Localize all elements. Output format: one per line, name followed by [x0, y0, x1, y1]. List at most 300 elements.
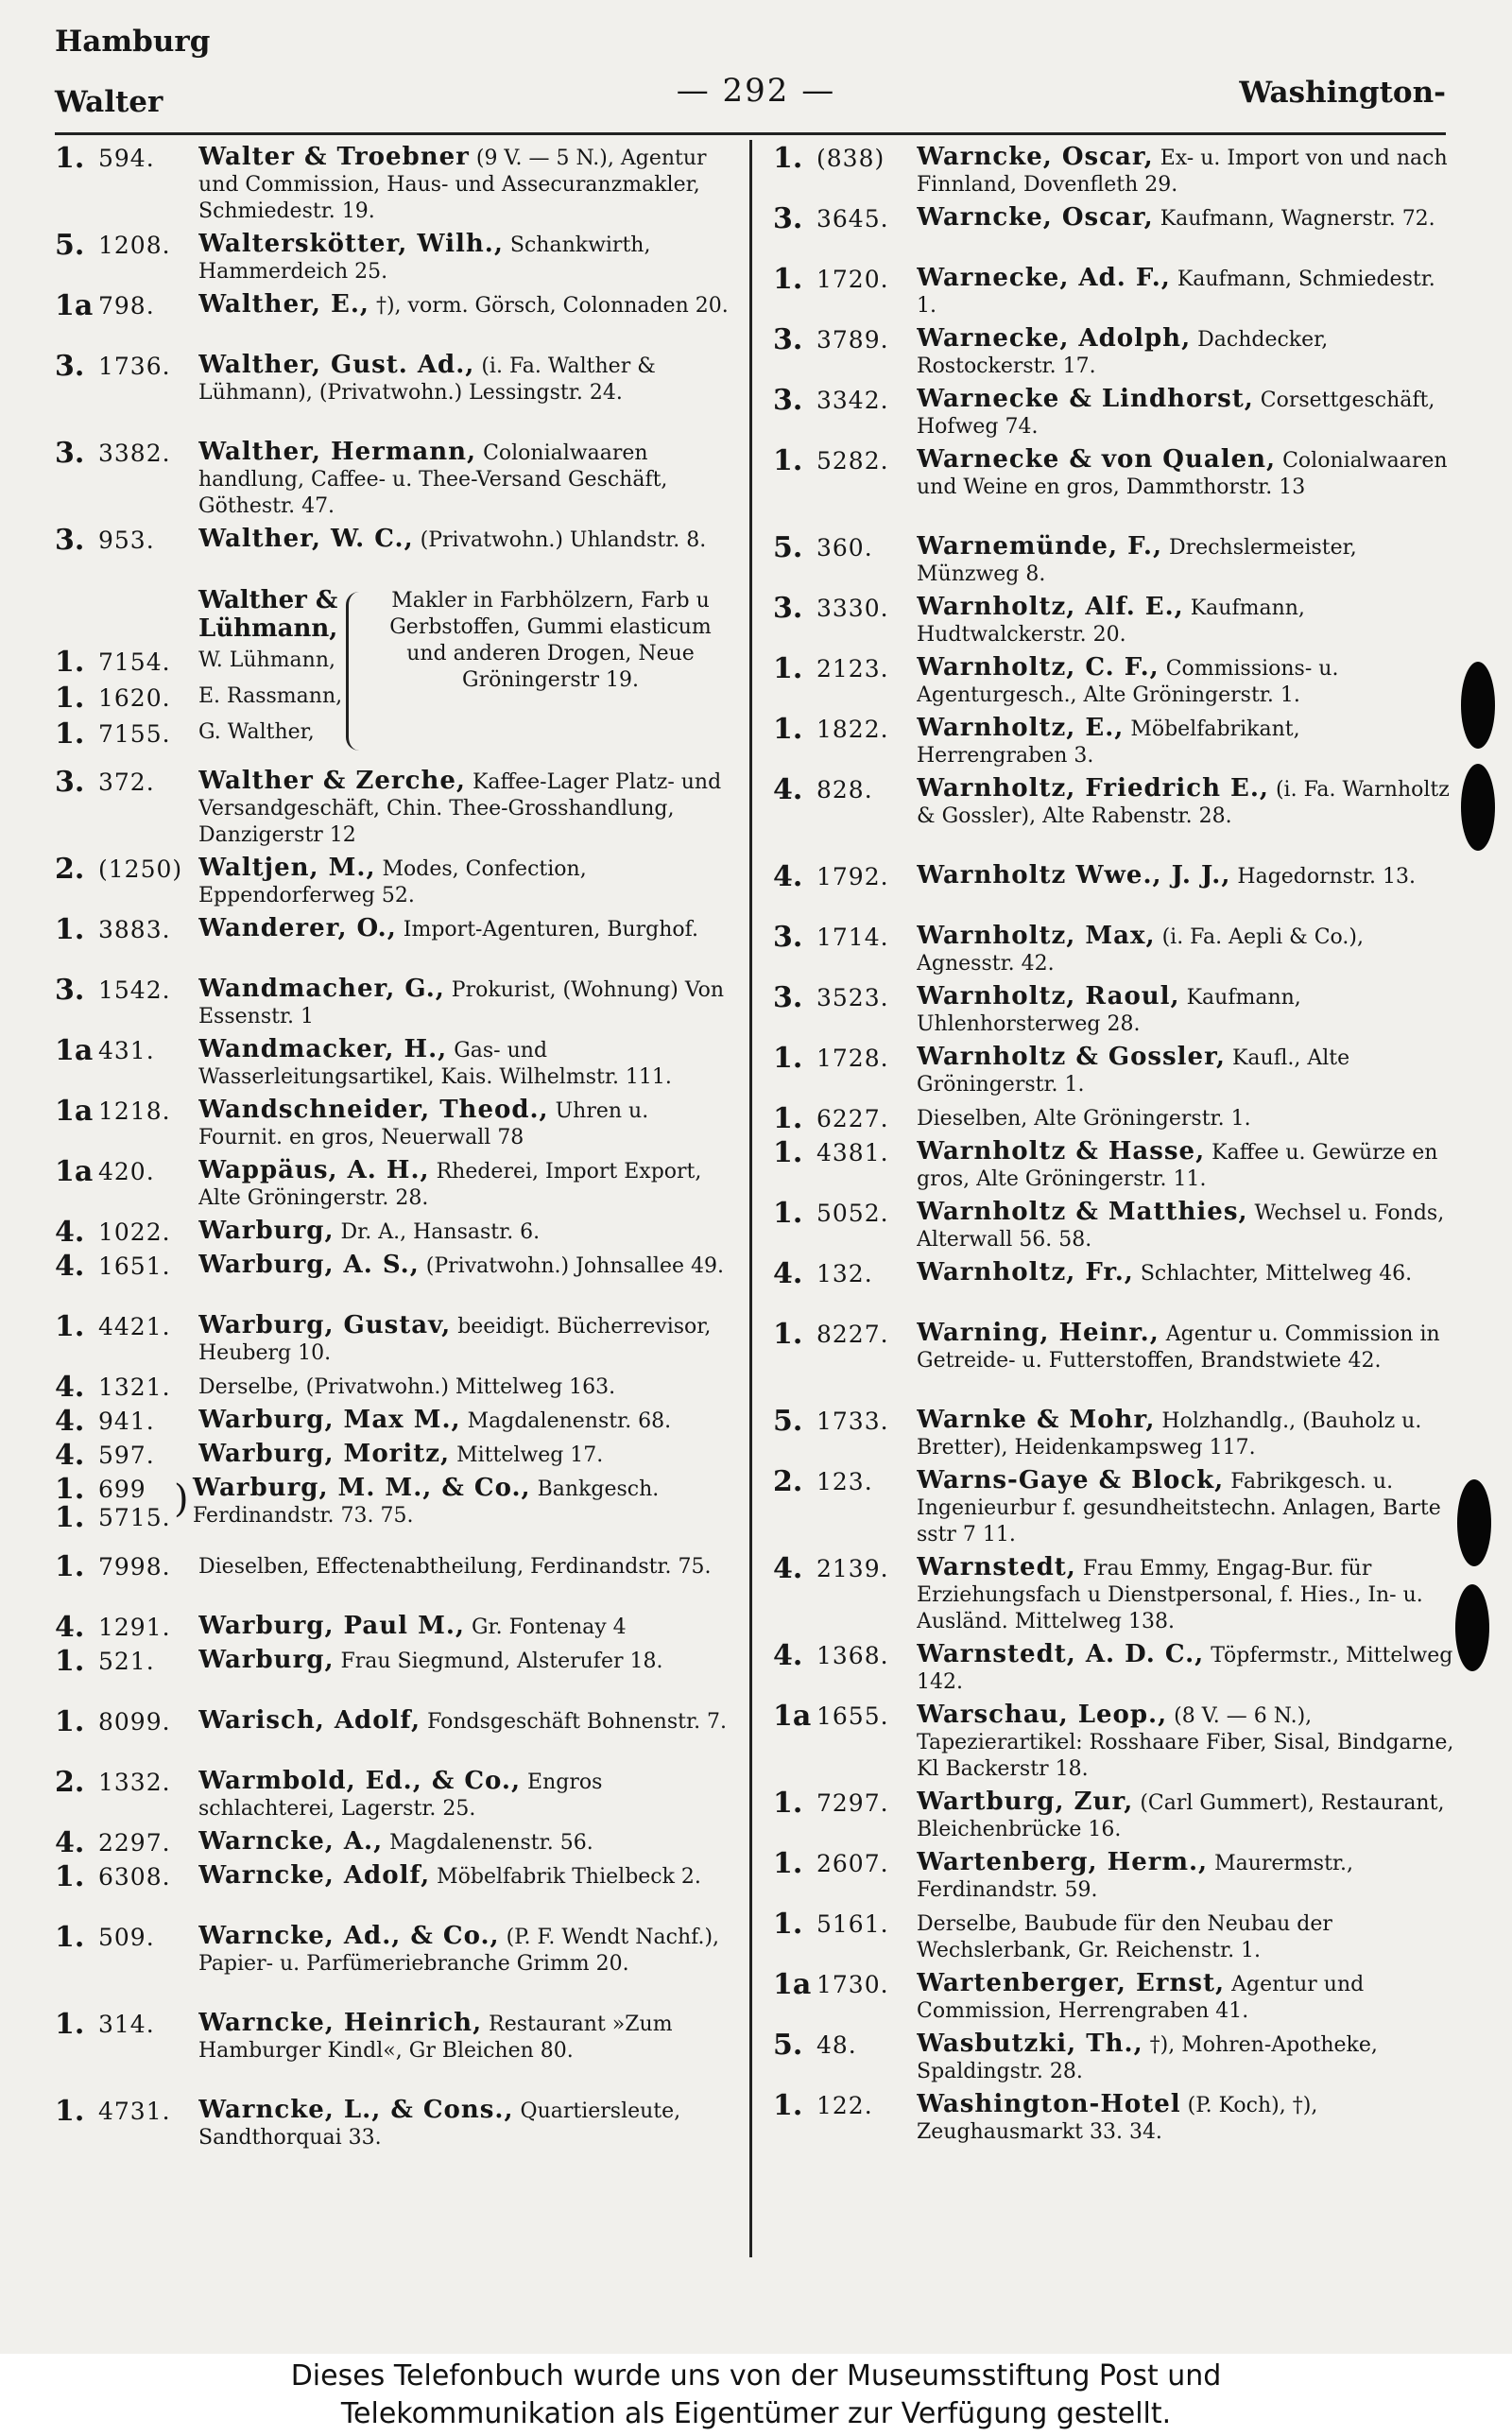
entry-name: Warisch, Adolf, — [198, 1707, 421, 1735]
entry-text — [917, 1104, 1455, 1132]
group-entry — [55, 586, 731, 768]
entry-text — [198, 976, 731, 1030]
entry-details: Wechsel u. Fonds, Alterwall 56. 58. — [917, 1201, 1445, 1252]
entry-text — [198, 1768, 731, 1823]
directory-entry — [55, 1828, 731, 1862]
entry-number — [773, 715, 917, 746]
entry-number — [773, 1970, 917, 2001]
entry-name: Warnstedt, A. D. C., — [917, 1641, 1205, 1668]
entry-text — [198, 1036, 731, 1091]
entry-details: †), Mohren-Apotheke, Spaldingstr. 28. — [917, 2033, 1378, 2083]
region-code: 1a — [55, 1157, 94, 1188]
phone-number: 122. — [816, 2092, 873, 2119]
entry-number — [55, 1373, 198, 1404]
region-code: 1. — [55, 646, 85, 679]
entry-text — [198, 1613, 731, 1641]
entry-number — [773, 1320, 917, 1351]
entry-details: Magdalenenstr. 56. — [389, 1831, 593, 1855]
directory-entry — [55, 1036, 731, 1097]
entry-name: Warburg, Gustav, — [198, 1312, 452, 1339]
directory-entry — [773, 1407, 1455, 1467]
left-entries-2 — [55, 768, 731, 1475]
region-code: 1. — [773, 1788, 803, 1820]
directory-entry — [55, 291, 731, 352]
phone-number: 1321. — [98, 1373, 171, 1401]
entry-details: Hagedornstr. 13. — [1237, 865, 1417, 889]
region-code: 1. — [55, 1552, 85, 1583]
entry-number — [55, 144, 198, 175]
entry-text — [917, 144, 1455, 199]
region-code: 4. — [773, 1259, 803, 1290]
entry-name: Warburg, — [198, 1647, 335, 1674]
directory-entry — [55, 1613, 731, 1647]
entry-details: Magdalenenstr. 68. — [467, 1409, 672, 1433]
entry-number — [773, 533, 917, 564]
region-code: 3. — [55, 976, 85, 1007]
directory-entry — [773, 654, 1455, 715]
region-code: 1. — [773, 265, 803, 296]
entry-number — [773, 775, 917, 806]
phone-number: 1822. — [816, 716, 889, 743]
group-member-name: W. Lühmann, — [198, 648, 336, 672]
phone-number: 1733. — [816, 1408, 889, 1435]
entry-details: beeidigt. Bücherrevisor, Heuberg 10. — [198, 1315, 712, 1365]
entry-text — [198, 352, 731, 406]
entry-text — [917, 2030, 1455, 2085]
phone-number: 1208. — [98, 232, 171, 259]
region-code: 5. — [773, 533, 803, 564]
phone-number: 953. — [98, 527, 155, 554]
region-code: 1a — [773, 1970, 812, 2001]
left-entries-3 — [55, 1552, 731, 2157]
phone-number: 420. — [98, 1158, 155, 1185]
directory-entry — [773, 1702, 1455, 1788]
entry-details: Dieselben, Effectenabtheilung, Ferdinandstr. 75. — [198, 1555, 712, 1579]
region-code: 3. — [773, 594, 803, 625]
entry-number — [773, 325, 917, 354]
phone-number: 7297. — [816, 1789, 889, 1817]
entry-details: Kaufmann, Schmiedestr. 1. — [917, 268, 1435, 318]
entry-text — [917, 594, 1455, 648]
region-code: 3. — [773, 386, 803, 417]
directory-entry — [55, 231, 731, 291]
directory-entry — [773, 1104, 1455, 1138]
entry-text — [198, 1441, 731, 1469]
region-code: 3. — [55, 526, 85, 557]
region-code: 1. — [55, 1647, 85, 1678]
entry-details: (9 V. — 5 N.), Agentur und Commission, Haus- und Assecuranzmakler, Schmiedestr. 19. — [198, 147, 707, 223]
group-row — [55, 679, 346, 715]
entry-name: Warncke, Oscar, — [917, 144, 1154, 171]
entry-text — [917, 1554, 1455, 1635]
directory-entry — [55, 1768, 731, 1828]
region-code: 4. — [773, 1641, 803, 1672]
entry-details: Kaufmann, Hudtwalckerstr. 20. — [917, 596, 1305, 647]
region-code: 1. — [773, 1199, 803, 1230]
region-code: 1a — [55, 291, 94, 322]
phone-number: 798. — [98, 292, 155, 320]
punch-hole — [1461, 764, 1495, 851]
entry-details: Holzhandlg., (Bauholz u. Bretter), Heidenkampsweg 117. — [917, 1409, 1422, 1460]
region-code: 4. — [55, 1252, 85, 1283]
entry-number — [55, 1218, 198, 1249]
entry-details: Colonialwaaren handlung, Caffee- u. Thee-Versand Geschäft, Göthestr. 47. — [198, 441, 668, 518]
entry-name: Wanderer, O., — [198, 915, 397, 942]
region-code: 1. — [773, 2091, 803, 2122]
entry-number — [55, 439, 198, 470]
region-code: 4. — [773, 1554, 803, 1585]
entry-details: (i. Fa. Walther & Lühmann), (Privatwohn.) Lessingstr. 24. — [198, 354, 656, 405]
entry-text — [917, 1044, 1455, 1098]
phone-number: 594. — [98, 145, 155, 172]
entry-name: Warning, Heinr., — [917, 1320, 1160, 1347]
entry-name: Warmbold, Ed., & Co., — [198, 1768, 522, 1795]
entry-details: Fondsgeschäft Bohnenstr. 7. — [427, 1710, 728, 1734]
column-divider — [749, 140, 752, 2257]
phone-number: 7154. — [98, 648, 171, 676]
entry-text — [198, 2010, 731, 2065]
directory-entry — [773, 1909, 1455, 1970]
phone-number: 1736. — [98, 353, 171, 380]
region-code: 1. — [55, 2097, 85, 2128]
directory-entry — [773, 2091, 1455, 2151]
entry-name: Warschau, Leop., — [917, 1702, 1168, 1729]
entry-number — [55, 1828, 198, 1857]
entry-number — [55, 768, 198, 799]
entry-text — [198, 1828, 731, 1857]
entry-name: Warnholtz Wwe., J. J., — [917, 862, 1231, 890]
phone-number: 1714. — [816, 924, 889, 951]
entry-name: Warburg, Paul M., — [198, 1613, 465, 1640]
entry-text — [198, 855, 731, 909]
directory-entry — [55, 1707, 731, 1768]
entry-text — [917, 983, 1455, 1038]
page-number: — 292 — — [676, 72, 836, 110]
entry-name: Walther & Zerche, — [198, 768, 466, 795]
directory-entry — [55, 1157, 731, 1218]
phone-number: 314. — [98, 2011, 155, 2038]
entry-text — [917, 1641, 1455, 1696]
region-code: 4. — [773, 775, 803, 806]
entry-number — [773, 1849, 917, 1880]
phone-number: 3883. — [98, 916, 171, 943]
directory-entry — [773, 1849, 1455, 1909]
entry-text — [917, 654, 1455, 709]
phone-number: 5282. — [816, 447, 889, 475]
entry-name: Warncke, A., — [198, 1828, 384, 1856]
entry-name: Warburg, — [198, 1218, 335, 1245]
phone-number: 4421. — [98, 1313, 171, 1340]
region-code: 1. — [55, 2010, 85, 2041]
directory-entry — [773, 862, 1455, 923]
entry-name: Warns-Gaye & Block, — [917, 1467, 1225, 1494]
footer-line: Telekommunikation als Eigentümer zur Verfügung gestellt. — [340, 2397, 1172, 2430]
entry-number — [773, 1909, 917, 1941]
entry-name: Walterskötter, Wilh., — [198, 231, 504, 258]
directory-entry — [55, 1923, 731, 2010]
phone-number: 2297. — [98, 1829, 171, 1857]
entry-name: Warnke & Mohr, — [917, 1407, 1156, 1434]
entry-name: Wasbutzki, Th., — [917, 2030, 1143, 2058]
entry-text — [198, 439, 731, 520]
phone-number: 372. — [98, 769, 155, 796]
region-code: 5. — [773, 1407, 803, 1438]
directory-entry — [773, 1320, 1455, 1407]
entry-number — [773, 1199, 917, 1230]
entry-name: Wandmacker, H., — [198, 1036, 448, 1063]
entry-text — [917, 715, 1455, 769]
entry-name: Warncke, Adolf, — [198, 1862, 431, 1890]
region-code: 4. — [773, 862, 803, 893]
region-code: 1. — [773, 715, 803, 746]
phone-number: 1291. — [98, 1614, 171, 1641]
directory-entry — [55, 976, 731, 1036]
region-code: 1. — [55, 1923, 85, 1954]
entry-name: Wappäus, A. H., — [198, 1157, 430, 1184]
entry-name: Walther, W. C., — [198, 526, 414, 553]
entry-text — [198, 1373, 731, 1401]
region-code: 4. — [55, 1613, 85, 1644]
phone-number: 3523. — [816, 984, 889, 1011]
phone-number: 1332. — [98, 1769, 171, 1796]
group-description: Makler in Farbhölzern, Farb u Gerbstoffen, Gummi elasticum und anderen Drogen, Neue Gröningerstr 19. — [389, 589, 712, 692]
entry-name: Warncke, Heinrich, — [198, 2010, 483, 2037]
phone-number: 509. — [98, 1924, 155, 1951]
header-city: Hamburg — [55, 25, 211, 59]
phone-number: 3789. — [816, 326, 889, 354]
entry-details: (8 V. — 6 N.), Tapezierartikel: Rosshaare Fiber, Sisal, Bindgarne, Kl Backerstr 18. — [917, 1704, 1454, 1781]
entry-details: Gr. Fontenay 4 — [471, 1615, 627, 1639]
directory-entry — [773, 533, 1455, 594]
region-code: 5. — [55, 231, 85, 262]
region-code: 1. — [773, 446, 803, 477]
entry-text — [917, 446, 1455, 501]
shared-entry — [55, 1475, 731, 1552]
entry-number — [55, 1252, 198, 1283]
directory-entry — [773, 1199, 1455, 1259]
directory-entry — [55, 144, 731, 231]
entry-details: Kaufmann, Wagnerstr. 72. — [1160, 207, 1435, 231]
entry-name: Warnholtz, E., — [917, 715, 1125, 742]
entry-text — [198, 1923, 731, 1978]
punch-hole — [1461, 662, 1495, 749]
entry-number — [55, 231, 198, 262]
region-code: 3. — [773, 923, 803, 954]
entry-name: Wartenberg, Herm., — [917, 1849, 1209, 1876]
entry-text — [198, 2097, 731, 2151]
directory-entry — [773, 923, 1455, 983]
entry-details: (P. Koch), †), Zeughausmarkt 33. 34. — [917, 2094, 1318, 2144]
phone-number: 4731. — [98, 2098, 171, 2125]
entry-details: Derselbe, (Privatwohn.) Mittelweg 163. — [198, 1375, 616, 1399]
phone-number: 3382. — [98, 440, 171, 467]
entry-text — [198, 1312, 731, 1367]
entry-name: Walther, E., — [198, 291, 369, 319]
header-rule — [55, 132, 1446, 135]
entry-name: Warnholtz, Fr., — [917, 1259, 1134, 1287]
phone-number: 3330. — [816, 595, 889, 622]
phone-number: 123. — [816, 1468, 873, 1495]
entry-text — [917, 1320, 1455, 1374]
entry-name: Warnemünde, F., — [917, 533, 1163, 561]
entry-number — [55, 1407, 198, 1438]
directory-entry — [773, 204, 1455, 265]
entry-name: Warnholtz & Matthies, — [917, 1199, 1248, 1226]
entry-text — [917, 1909, 1455, 1964]
phone-number: 1022. — [98, 1218, 171, 1246]
region-code: 4. — [55, 1407, 85, 1438]
region-code: 3. — [55, 768, 85, 799]
phone-number: 5052. — [816, 1200, 889, 1227]
directory-entry — [55, 2097, 731, 2157]
entry-details: Möbelfabrikant, Herrengraben 3. — [917, 717, 1300, 768]
entry-name: Wartenberger, Ernst, — [917, 1970, 1226, 1997]
phone-number: 3645. — [816, 205, 889, 233]
phone-number: 521. — [98, 1648, 155, 1675]
directory-entry — [55, 1862, 731, 1923]
phone-number: 431. — [98, 1037, 155, 1064]
phone-number: (838) — [816, 145, 885, 172]
left-entries-1 — [55, 144, 731, 586]
entry-number — [773, 144, 917, 175]
entry-details: Dieselben, Alte Gröningerstr. 1. — [917, 1107, 1251, 1131]
entry-text — [198, 144, 731, 225]
directory-entry — [773, 144, 1455, 204]
region-code: 4. — [55, 1218, 85, 1249]
directory-entry — [773, 2030, 1455, 2091]
directory-entry — [773, 1970, 1455, 2030]
entry-name: Wandmacher, G., — [198, 976, 445, 1003]
header-left-keyword: Walter — [55, 85, 163, 119]
entry-text — [198, 1157, 731, 1212]
entry-number — [55, 1312, 198, 1343]
entry-details: Gas- und Wasserleitungsartikel, Kais. Wilhelmstr. 111. — [198, 1039, 672, 1089]
phone-number: 828. — [816, 776, 873, 803]
phone-number: 1620. — [98, 684, 171, 712]
page-header — [0, 0, 1512, 132]
entry-number — [773, 386, 917, 417]
region-code: 1a — [55, 1036, 94, 1067]
region-code: 1. — [55, 915, 85, 946]
phone-number: 1655. — [816, 1702, 889, 1730]
entry-number — [55, 1036, 198, 1067]
phone-number: 5715. — [98, 1504, 171, 1531]
entry-details: Fabrikgesch. u. Ingenieurbur f. gesundheitstechn. Anlagen, Barte sstr 7 11. — [917, 1470, 1441, 1546]
phone-number: 5161. — [816, 1910, 889, 1938]
phone-number: 1792. — [816, 863, 889, 890]
entry-name: Walther, Gust. Ad., — [198, 352, 475, 379]
entry-number — [55, 855, 198, 886]
entry-number — [55, 526, 198, 557]
entry-details: Kaufl., Alte Gröningerstr. 1. — [917, 1046, 1350, 1097]
phone-number: 7155. — [98, 720, 171, 748]
entry-details: Dr. A., Hansastr. 6. — [340, 1220, 541, 1244]
phone-number: 2139. — [816, 1555, 889, 1582]
region-code: 3. — [773, 325, 803, 356]
phone-number: 941. — [98, 1408, 155, 1435]
entry-details: Import-Agenturen, Burghof. — [403, 918, 699, 942]
entry-text — [198, 915, 731, 943]
entry-text — [198, 1218, 731, 1246]
entry-details: Agentur und Commission, Herrengraben 41. — [917, 1973, 1365, 2023]
entry-text — [917, 1199, 1455, 1253]
directory-entry — [55, 2010, 731, 2097]
entry-text — [917, 775, 1455, 830]
entry-details: Derselbe, Baubude für den Neubau der Wechslerbank, Gr. Reichenstr. 1. — [917, 1912, 1332, 1962]
entry-number — [55, 1613, 198, 1644]
entry-number — [55, 1647, 198, 1678]
directory-entry — [55, 1441, 731, 1475]
entry-text — [198, 1707, 731, 1736]
group-row — [55, 643, 346, 679]
entry-details: Restaurant »Zum Hamburger Kindl«, Gr Bleichen 80. — [198, 2013, 673, 2063]
directory-entry — [773, 1044, 1455, 1104]
region-code: 1. — [773, 1138, 803, 1169]
directory-entry — [773, 1259, 1455, 1320]
entry-details: Commissions- u. Agenturgesch., Alte Gröningerstr. 1. — [917, 657, 1339, 707]
entry-text — [198, 768, 731, 849]
region-code: 3. — [773, 983, 803, 1014]
phone-number: 1368. — [816, 1642, 889, 1669]
entry-details: (Privatwohn.) Johnsallee 49. — [425, 1254, 724, 1278]
entry-text — [917, 265, 1455, 320]
entry-name: Warnecke, Ad. F., — [917, 265, 1171, 292]
entry-name: Warnholtz, Max, — [917, 923, 1156, 950]
directory-entry — [773, 983, 1455, 1044]
entry-number — [773, 2030, 917, 2062]
entry-number — [55, 1768, 198, 1799]
entry-number — [55, 915, 198, 946]
phone-number: 2607. — [816, 1850, 889, 1877]
entry-name: Waltjen, M., — [198, 855, 376, 882]
entry-number — [773, 1104, 917, 1135]
region-code: 3. — [55, 352, 85, 383]
entry-name: Warburg, Max M., — [198, 1407, 461, 1434]
entry-text — [198, 1407, 731, 1435]
entry-number — [55, 1097, 198, 1128]
right-entries — [773, 144, 1455, 2151]
group-title: Walther & Lühmann, — [198, 586, 338, 643]
entry-details: Agentur u. Commission in Getreide- u. Futterstoffen, Brandstwiete 42. — [917, 1322, 1440, 1373]
region-code: 1. — [773, 1909, 803, 1941]
entry-text — [198, 526, 731, 554]
group-left — [55, 586, 346, 768]
entry-number — [773, 654, 917, 685]
entry-number — [773, 1259, 917, 1290]
entry-name: Warncke, L., & Cons., — [198, 2097, 514, 2124]
region-code: 1. — [773, 144, 803, 175]
entry-text — [917, 1467, 1455, 1548]
directory-entry — [55, 352, 731, 439]
region-code: 1. — [773, 1320, 803, 1351]
phone-number: 1730. — [816, 1971, 889, 1998]
entry-number — [773, 1641, 917, 1672]
phone-number: 4381. — [816, 1139, 889, 1166]
region-code: 1. — [773, 1104, 803, 1135]
directory-entry — [773, 1788, 1455, 1849]
directory-entry — [55, 855, 731, 915]
entry-text — [917, 1407, 1455, 1461]
entry-text — [198, 1252, 731, 1280]
entry-name: Warburg, A. S., — [198, 1252, 420, 1279]
entry-text — [917, 204, 1455, 233]
entry-details: (Privatwohn.) Uhlandstr. 8. — [420, 528, 707, 552]
entry-number — [55, 1441, 198, 1472]
directory-entry — [773, 1641, 1455, 1702]
entry-name: Warnholtz, C. F., — [917, 654, 1160, 682]
directory-entry — [773, 446, 1455, 533]
entry-number — [773, 594, 917, 625]
